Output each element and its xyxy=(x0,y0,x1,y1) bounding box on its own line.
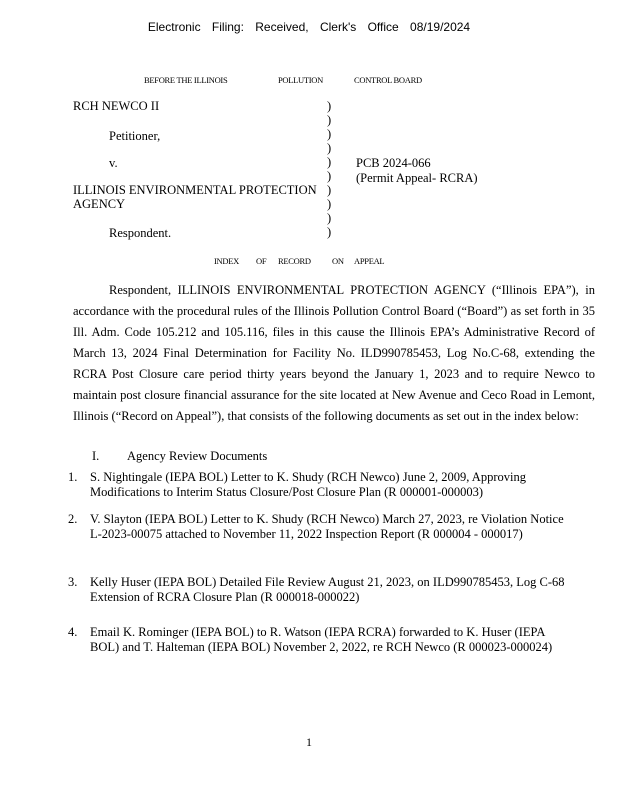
case-type: (Permit Appeal- RCRA) xyxy=(356,171,478,185)
respondent-name-line-2: AGENCY xyxy=(73,197,126,211)
list-item-number: 1. xyxy=(68,470,78,484)
list-item-number: 2. xyxy=(68,512,78,526)
title-word: INDEX xyxy=(214,256,239,266)
caption-paren: ) xyxy=(327,183,332,197)
title-word: OF xyxy=(256,256,267,266)
caption-paren: ) xyxy=(327,225,332,239)
caption-paren: ) xyxy=(327,169,332,183)
list-item-text: Kelly Huser (IEPA BOL) Detailed File Review August 21, 2023, on ILD990785453, Log C-68 Extension of RCRA Closure Plan (R 000018-000022) xyxy=(90,575,565,604)
title-word: ON xyxy=(332,256,344,266)
title-word: APPEAL xyxy=(354,256,385,266)
petitioner-label: Petitioner, xyxy=(109,129,161,143)
respondent-name-line-1: ILLINOIS ENVIRONMENTAL PROTECTION xyxy=(73,183,317,197)
section-heading: Agency Review Documents xyxy=(127,449,268,463)
caption-paren: ) xyxy=(327,113,332,127)
caption-paren: ) xyxy=(327,99,332,113)
page-number: 1 xyxy=(306,735,312,749)
caption-paren: ) xyxy=(327,127,332,141)
list-item-text: V. Slayton (IEPA BOL) Letter to K. Shudy (RCH Newco) March 27, 2023, re Violation Notice L-2023-00075 attached to November 11, 2022 Inspection Report (R 000004 - 000017) xyxy=(90,512,564,541)
court-heading-control-board: CONTROL BOARD xyxy=(354,75,422,85)
list-item-text: S. Nightingale (IEPA BOL) Letter to K. Shudy (RCH Newco) June 2, 2009, Approving Modifications to Interim Status Closure/Post Closure Plan (R 000001-000003) xyxy=(90,470,526,499)
caption-paren: ) xyxy=(327,211,332,225)
list-item-number: 3. xyxy=(68,575,78,589)
body-paragraph xyxy=(73,280,595,427)
petitioner-name: RCH NEWCO II xyxy=(73,99,160,113)
title-word: RECORD xyxy=(278,256,311,266)
list-item-text: Email K. Rominger (IEPA BOL) to R. Watson (IEPA RCRA) forwarded to K. Huser (IEPA BOL) and T. Halteman (IEPA BOL) November 2, 2022, re RCH Newco (R 000023-000024) xyxy=(90,625,553,654)
court-heading-before: BEFORE THE ILLINOIS xyxy=(144,75,228,85)
court-heading-pollution: POLLUTION xyxy=(278,75,323,85)
list-item-number: 4. xyxy=(68,625,78,639)
caption-paren: ) xyxy=(327,155,332,169)
case-number: PCB 2024-066 xyxy=(356,156,431,170)
respondent-label: Respondent. xyxy=(109,226,172,240)
section-numeral: I. xyxy=(92,449,100,463)
body-paragraph-text: Respondent, ILLINOIS ENVIRONMENTAL PROTECTION AGENCY (“Illinois EPA”), in accordance with the procedural rules of the Illinois Pollution Control Board (“Board”) as set forth in 35 Ill. Adm. Code 105.212 and 105.116, files in this cause the Illinois EPA’s Administrative Record of March 13, 2024 Final Determination for Facility No. ILD990785453, Log No.C-68, extending the RCRA Post Closure care period thirty years beyond the January 1, 2023 and to require Newco to maintain post closure financial assurance for the site located at New Avenue and Ceco Road in Lemont, Illinois (“Record on Appeal”), that consists of the following documents as set out in the index below: xyxy=(73,283,595,423)
filing-stamp: Electronic Filing: Received, Clerk's Office 08/19/2024 xyxy=(147,20,471,34)
versus-label: v. xyxy=(109,156,118,170)
caption-paren: ) xyxy=(327,141,332,155)
caption-paren: ) xyxy=(327,197,332,211)
